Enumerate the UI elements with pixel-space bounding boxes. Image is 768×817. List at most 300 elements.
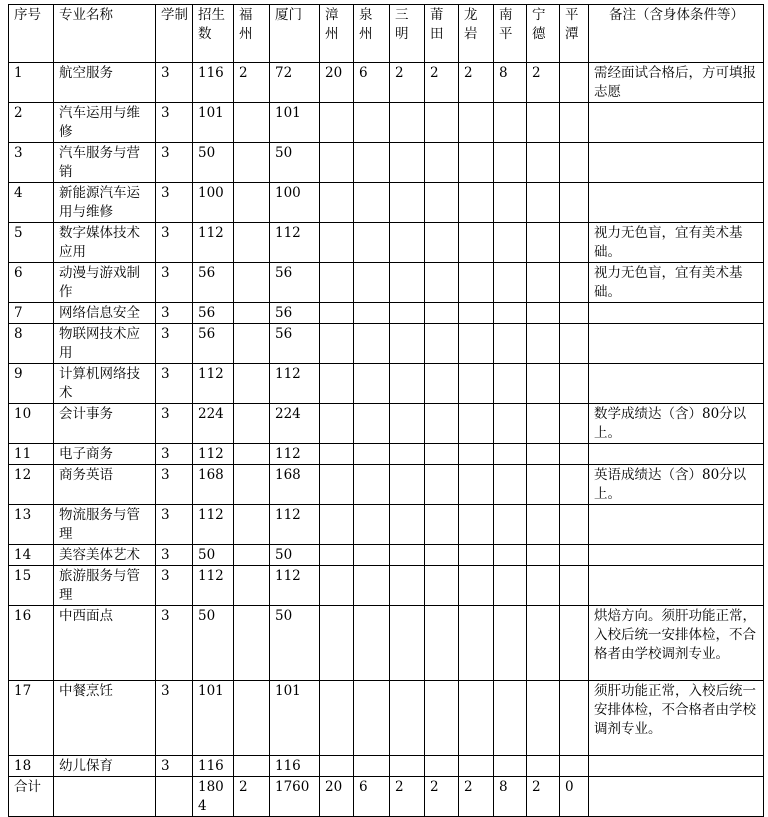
table-cell: 50 xyxy=(193,143,234,183)
table-cell xyxy=(425,444,459,465)
header-cell-remarks: 备注（含身体条件等） xyxy=(589,5,764,63)
table-cell xyxy=(459,404,494,444)
table-cell xyxy=(527,606,560,681)
table-cell xyxy=(354,465,390,505)
table-cell xyxy=(390,505,425,545)
table-cell xyxy=(459,566,494,606)
header-cell: 平潭 xyxy=(560,5,589,63)
total-cell: 8 xyxy=(494,777,527,817)
header-cell: 莆田 xyxy=(425,5,459,63)
table-cell xyxy=(390,566,425,606)
table-cell: 商务英语 xyxy=(54,465,156,505)
total-cell xyxy=(589,777,764,817)
table-cell: 3 xyxy=(156,103,193,143)
total-cell: 2 xyxy=(425,777,459,817)
table-cell xyxy=(354,756,390,777)
table-cell xyxy=(494,465,527,505)
table-cell: 112 xyxy=(270,364,320,404)
table-cell xyxy=(234,183,270,223)
table-cell xyxy=(234,103,270,143)
table-cell xyxy=(494,223,527,263)
table-cell xyxy=(354,444,390,465)
table-cell xyxy=(459,324,494,364)
header-cell: 序号 xyxy=(9,5,54,63)
table-cell: 3 xyxy=(156,223,193,263)
total-cell: 2 xyxy=(390,777,425,817)
table-cell xyxy=(354,223,390,263)
table-cell xyxy=(459,143,494,183)
table-cell xyxy=(527,263,560,303)
table-cell: 网络信息安全 xyxy=(54,303,156,324)
table-cell: 电子商务 xyxy=(54,444,156,465)
table-cell xyxy=(459,756,494,777)
table-cell: 50 xyxy=(193,606,234,681)
table-cell: 物联网技术应用 xyxy=(54,324,156,364)
table-cell xyxy=(320,263,354,303)
table-cell xyxy=(425,303,459,324)
total-cell xyxy=(156,777,193,817)
table-cell xyxy=(354,606,390,681)
table-cell xyxy=(390,103,425,143)
table-row xyxy=(9,606,764,681)
table-cell xyxy=(527,324,560,364)
table-cell: 56 xyxy=(193,324,234,364)
table-cell xyxy=(234,324,270,364)
table-cell xyxy=(560,364,589,404)
table-row xyxy=(9,303,764,324)
table-cell xyxy=(320,505,354,545)
table-cell: 50 xyxy=(270,606,320,681)
table-cell xyxy=(589,103,764,143)
table-cell: 20 xyxy=(320,63,354,103)
table-cell: 3 xyxy=(156,545,193,566)
table-cell xyxy=(234,143,270,183)
table-cell: 3 xyxy=(156,324,193,364)
header-cell: 南平 xyxy=(494,5,527,63)
header-cell: 厦门 xyxy=(270,5,320,63)
table-cell: 17 xyxy=(9,681,54,756)
table-cell xyxy=(459,681,494,756)
table-cell xyxy=(354,505,390,545)
table-cell xyxy=(589,566,764,606)
total-cell xyxy=(54,777,156,817)
table-cell xyxy=(320,143,354,183)
table-cell: 224 xyxy=(193,404,234,444)
table-cell xyxy=(425,505,459,545)
table-cell: 2 xyxy=(459,63,494,103)
table-cell: 3 xyxy=(156,63,193,103)
table-cell: 3 xyxy=(9,143,54,183)
table-cell xyxy=(560,505,589,545)
table-cell: 101 xyxy=(270,103,320,143)
table-cell xyxy=(589,444,764,465)
table-cell: 6 xyxy=(9,263,54,303)
table-cell xyxy=(560,756,589,777)
table-cell: 汽车服务与营销 xyxy=(54,143,156,183)
table-cell: 4 xyxy=(9,183,54,223)
table-cell: 3 xyxy=(156,444,193,465)
table-cell xyxy=(494,324,527,364)
table-cell xyxy=(589,183,764,223)
table-cell xyxy=(390,263,425,303)
table-cell xyxy=(527,505,560,545)
table-cell xyxy=(425,143,459,183)
table-cell xyxy=(527,465,560,505)
table-cell: 116 xyxy=(193,63,234,103)
table-cell xyxy=(320,303,354,324)
table-row xyxy=(9,324,764,364)
table-cell xyxy=(494,183,527,223)
table-cell xyxy=(589,756,764,777)
table-cell: 3 xyxy=(156,303,193,324)
header-cell: 漳州 xyxy=(320,5,354,63)
table-cell xyxy=(234,303,270,324)
table-cell: 中西面点 xyxy=(54,606,156,681)
table-cell xyxy=(354,545,390,566)
table-cell xyxy=(320,606,354,681)
total-cell: 0 xyxy=(560,777,589,817)
table-cell: 英语成绩达（含）80分以上。 xyxy=(589,465,764,505)
table-cell: 3 xyxy=(156,756,193,777)
table-cell: 需经面试合格后，方可填报志愿 xyxy=(589,63,764,103)
table-cell xyxy=(425,324,459,364)
table-cell xyxy=(234,681,270,756)
table-total-row xyxy=(9,777,764,817)
table-cell xyxy=(459,103,494,143)
table-cell xyxy=(425,681,459,756)
table-cell: 101 xyxy=(193,103,234,143)
table-cell xyxy=(425,566,459,606)
table-cell: 14 xyxy=(9,545,54,566)
table-row xyxy=(9,183,764,223)
table-cell xyxy=(390,756,425,777)
table-cell xyxy=(459,263,494,303)
table-cell: 50 xyxy=(270,143,320,183)
table-row xyxy=(9,143,764,183)
table-cell: 116 xyxy=(270,756,320,777)
table-cell: 112 xyxy=(193,364,234,404)
table-cell xyxy=(527,143,560,183)
table-cell xyxy=(390,183,425,223)
table-cell xyxy=(527,223,560,263)
table-cell: 112 xyxy=(270,505,320,545)
table-cell xyxy=(234,364,270,404)
total-cell: 1760 xyxy=(270,777,320,817)
table-cell: 11 xyxy=(9,444,54,465)
table-cell: 航空服务 xyxy=(54,63,156,103)
total-cell: 2 xyxy=(527,777,560,817)
table-cell: 3 xyxy=(156,681,193,756)
table-cell: 3 xyxy=(156,505,193,545)
table-cell xyxy=(354,681,390,756)
table-cell: 50 xyxy=(193,545,234,566)
table-cell xyxy=(390,545,425,566)
table-cell xyxy=(425,404,459,444)
table-cell xyxy=(320,545,354,566)
table-cell xyxy=(234,566,270,606)
table-row xyxy=(9,263,764,303)
table-row xyxy=(9,545,764,566)
total-cell: 1804 xyxy=(193,777,234,817)
table-cell xyxy=(560,183,589,223)
table-cell: 168 xyxy=(193,465,234,505)
table-cell xyxy=(234,465,270,505)
table-cell xyxy=(527,545,560,566)
table-cell: 动漫与游戏制作 xyxy=(54,263,156,303)
table-cell: 56 xyxy=(193,263,234,303)
table-cell: 幼儿保育 xyxy=(54,756,156,777)
table-cell xyxy=(494,756,527,777)
table-row xyxy=(9,364,764,404)
table-cell xyxy=(527,364,560,404)
table-cell: 计算机网络技术 xyxy=(54,364,156,404)
table-cell xyxy=(354,263,390,303)
table-cell: 数学成绩达（含）80分以上。 xyxy=(589,404,764,444)
table-cell xyxy=(459,183,494,223)
table-cell xyxy=(320,364,354,404)
table-cell: 72 xyxy=(270,63,320,103)
table-cell xyxy=(390,465,425,505)
table-cell: 16 xyxy=(9,606,54,681)
table-cell: 112 xyxy=(270,223,320,263)
table-cell xyxy=(494,103,527,143)
table-cell: 101 xyxy=(193,681,234,756)
table-cell xyxy=(494,303,527,324)
table-cell xyxy=(589,143,764,183)
table-cell xyxy=(560,465,589,505)
table-cell xyxy=(234,263,270,303)
header-cell: 招生数 xyxy=(193,5,234,63)
table-cell xyxy=(459,545,494,566)
table-row xyxy=(9,444,764,465)
table-cell: 56 xyxy=(193,303,234,324)
table-cell xyxy=(390,223,425,263)
table-cell xyxy=(560,143,589,183)
table-cell xyxy=(234,756,270,777)
header-cell: 学制 xyxy=(156,5,193,63)
table-cell xyxy=(354,103,390,143)
header-cell: 宁德 xyxy=(527,5,560,63)
table-cell xyxy=(354,404,390,444)
table-cell xyxy=(390,364,425,404)
table-row xyxy=(9,681,764,756)
table-cell xyxy=(320,756,354,777)
table-cell xyxy=(425,183,459,223)
table-cell: 56 xyxy=(270,303,320,324)
table-cell: 112 xyxy=(193,444,234,465)
table-cell: 15 xyxy=(9,566,54,606)
total-cell: 合计 xyxy=(9,777,54,817)
table-cell xyxy=(560,566,589,606)
table-cell: 旅游服务与管理 xyxy=(54,566,156,606)
table-cell: 会计事务 xyxy=(54,404,156,444)
table-cell xyxy=(354,143,390,183)
table-cell: 13 xyxy=(9,505,54,545)
table-cell xyxy=(320,681,354,756)
header-cell: 泉州 xyxy=(354,5,390,63)
table-cell: 物流服务与管理 xyxy=(54,505,156,545)
table-cell xyxy=(494,606,527,681)
table-cell: 3 xyxy=(156,465,193,505)
table-header-row xyxy=(9,5,764,63)
table-cell: 1 xyxy=(9,63,54,103)
table-cell xyxy=(390,681,425,756)
table-cell xyxy=(459,606,494,681)
table-cell xyxy=(390,143,425,183)
table-cell: 2 xyxy=(390,63,425,103)
table-cell xyxy=(560,404,589,444)
table-row xyxy=(9,505,764,545)
table-cell: 18 xyxy=(9,756,54,777)
table-cell: 3 xyxy=(156,143,193,183)
table-cell xyxy=(560,545,589,566)
table-cell xyxy=(425,465,459,505)
table-cell: 50 xyxy=(270,545,320,566)
table-cell xyxy=(390,606,425,681)
table-row xyxy=(9,404,764,444)
table-cell: 9 xyxy=(9,364,54,404)
table-cell xyxy=(589,364,764,404)
table-cell: 2 xyxy=(234,63,270,103)
total-cell: 20 xyxy=(320,777,354,817)
table-cell: 视力无色盲，宜有美术基础。 xyxy=(589,223,764,263)
table-cell: 须肝功能正常，入校后统一安排体检，不合格者由学校调剂专业。 xyxy=(589,681,764,756)
table-cell xyxy=(320,183,354,223)
table-cell xyxy=(527,756,560,777)
table-cell: 视力无色盲，宜有美术基础。 xyxy=(589,263,764,303)
table-cell xyxy=(320,444,354,465)
table-cell: 2 xyxy=(425,63,459,103)
table-cell: 112 xyxy=(193,223,234,263)
table-cell: 10 xyxy=(9,404,54,444)
header-cell: 三明 xyxy=(390,5,425,63)
table-cell: 112 xyxy=(270,444,320,465)
table-cell xyxy=(459,465,494,505)
table-cell: 烘焙方向。须肝功能正常，入校后统一安排体检，不合格者由学校调剂专业。 xyxy=(589,606,764,681)
table-cell xyxy=(234,404,270,444)
table-cell xyxy=(390,324,425,364)
total-cell: 2 xyxy=(234,777,270,817)
table-row xyxy=(9,465,764,505)
table-cell xyxy=(459,505,494,545)
table-cell xyxy=(234,606,270,681)
table-cell xyxy=(354,324,390,364)
table-cell xyxy=(459,303,494,324)
table-cell: 中餐烹饪 xyxy=(54,681,156,756)
header-cell: 龙岩 xyxy=(459,5,494,63)
table-cell xyxy=(234,444,270,465)
table-cell xyxy=(234,505,270,545)
table-cell: 101 xyxy=(270,681,320,756)
table-cell: 2 xyxy=(527,63,560,103)
table-cell xyxy=(494,681,527,756)
table-cell xyxy=(425,263,459,303)
table-cell xyxy=(390,303,425,324)
table-cell xyxy=(527,183,560,223)
table-cell: 3 xyxy=(156,606,193,681)
table-cell: 100 xyxy=(270,183,320,223)
table-cell: 美容美体艺术 xyxy=(54,545,156,566)
table-cell xyxy=(459,444,494,465)
table-cell xyxy=(320,404,354,444)
table-row xyxy=(9,223,764,263)
table-cell xyxy=(390,444,425,465)
table-cell xyxy=(320,324,354,364)
table-cell xyxy=(560,606,589,681)
table-cell: 5 xyxy=(9,223,54,263)
table-cell: 56 xyxy=(270,263,320,303)
table-cell: 168 xyxy=(270,465,320,505)
table-cell xyxy=(494,143,527,183)
table-cell xyxy=(354,566,390,606)
table-cell xyxy=(494,505,527,545)
table-cell xyxy=(425,364,459,404)
table-cell xyxy=(527,444,560,465)
table-cell: 数字媒体技术应用 xyxy=(54,223,156,263)
table-cell xyxy=(320,566,354,606)
table-cell xyxy=(560,263,589,303)
enrollment-table xyxy=(8,4,764,817)
total-cell: 6 xyxy=(354,777,390,817)
table-cell xyxy=(459,223,494,263)
table-cell xyxy=(320,223,354,263)
table-cell: 12 xyxy=(9,465,54,505)
table-cell: 3 xyxy=(156,364,193,404)
table-cell xyxy=(354,364,390,404)
table-cell xyxy=(589,545,764,566)
table-cell xyxy=(527,303,560,324)
table-cell xyxy=(527,681,560,756)
table-row xyxy=(9,566,764,606)
table-cell xyxy=(494,263,527,303)
table-cell xyxy=(354,183,390,223)
table-cell: 3 xyxy=(156,566,193,606)
header-cell: 专业名称 xyxy=(54,5,156,63)
table-cell: 56 xyxy=(270,324,320,364)
table-cell xyxy=(234,545,270,566)
table-cell: 116 xyxy=(193,756,234,777)
table-cell xyxy=(560,303,589,324)
table-cell xyxy=(560,63,589,103)
total-cell: 2 xyxy=(459,777,494,817)
table-cell xyxy=(425,103,459,143)
table-cell xyxy=(425,606,459,681)
table-cell: 3 xyxy=(156,183,193,223)
table-cell xyxy=(494,545,527,566)
table-cell: 100 xyxy=(193,183,234,223)
table-cell: 112 xyxy=(193,566,234,606)
table-cell xyxy=(459,364,494,404)
table-cell xyxy=(234,223,270,263)
table-cell: 112 xyxy=(270,566,320,606)
table-cell xyxy=(320,103,354,143)
table-cell: 汽车运用与维修 xyxy=(54,103,156,143)
table-cell xyxy=(494,444,527,465)
table-cell xyxy=(527,404,560,444)
table-cell xyxy=(560,103,589,143)
table-cell xyxy=(494,566,527,606)
table-cell: 8 xyxy=(9,324,54,364)
table-cell: 224 xyxy=(270,404,320,444)
table-cell xyxy=(425,223,459,263)
table-cell xyxy=(560,444,589,465)
table-cell: 6 xyxy=(354,63,390,103)
table-cell xyxy=(589,303,764,324)
table-cell xyxy=(527,566,560,606)
table-cell: 112 xyxy=(193,505,234,545)
table-cell: 3 xyxy=(156,404,193,444)
table-cell xyxy=(425,756,459,777)
